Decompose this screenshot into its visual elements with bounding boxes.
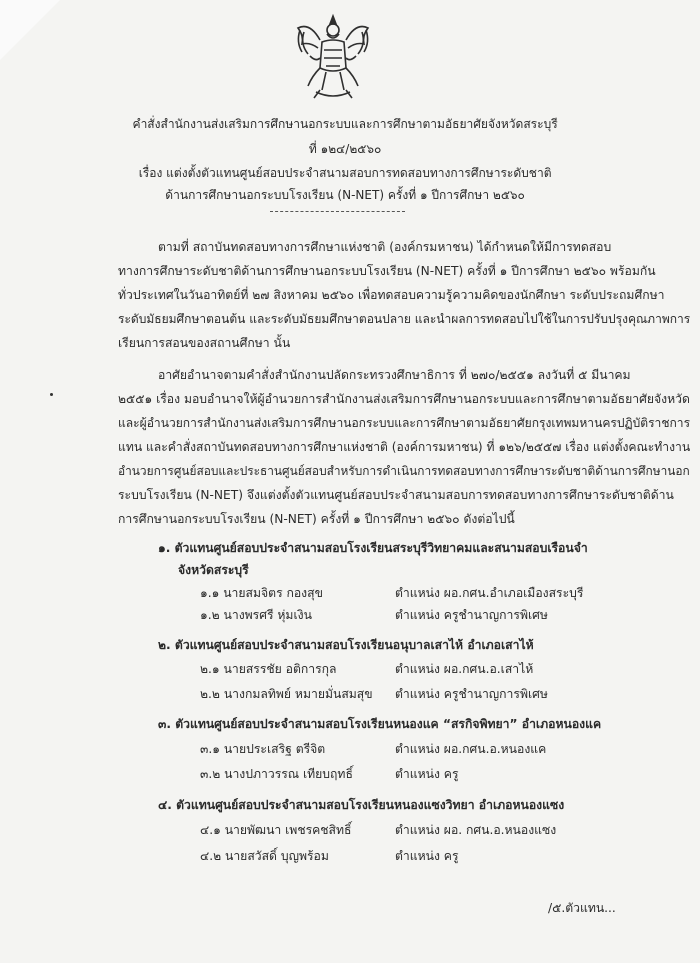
member-name: ๑.๑ นายสมจิตร กองสุข [200,586,323,600]
para1-line: ระดับมัธยมศึกษาตอนต้น และระดับมัธยมศึกษาตอนปลาย และนำผลการทดสอบไปใช้ในการปรับปรุงคุณภาพการ [118,312,691,326]
separator-line [270,211,405,212]
section-heading: ๔. ตัวแทนศูนย์สอบประจำสนามสอบโรงเรียนหนองแซงวิทยา อำเภอหนองแซง [158,798,565,812]
garuda-emblem-icon [290,12,376,102]
punch-mark [50,393,53,396]
para1-line: เรียนการสอนของสถานศึกษา นั้น [118,336,291,350]
folded-corner [0,0,60,60]
para2-line: และผู้อำนวยการสำนักงานส่งเสริมการศึกษานอกระบบและการศึกษาตามอัธยาศัยกรุงเทพมหานครปฏิบัติราชการ [118,416,691,430]
subject-line-1: เรื่อง แต่งตั้งตัวแทนศูนย์สอบประจำสนามสอบการทดสอบทางการศึกษาระดับชาติ [138,166,552,180]
member-name: ๒.๑ นายสรรชัย อติการกุล [200,662,337,676]
para2-line: อาศัยอำนาจตามคำสั่งสำนักงานปลัดกระทรวงศึกษาธิการ ที่ ๒๗๐/๒๕๕๑ ลงวันที่ ๕ มีนาคม [158,368,631,382]
member-position: ตำแหน่ง ผอ. กศน.อ.หนองแซง [395,823,557,837]
member-position: ตำแหน่ง ผอ.กศน.อ.หนองแค [395,742,547,756]
para2-line: ๒๕๕๑ เรื่อง มอบอำนาจให้ผู้อำนวยการสำนักงานส่งเสริมการศึกษานอกระบบและการศึกษาตามอัธยาศัยจังหวัด [118,392,690,406]
para2-line: แทน และคำสั่งสถาบันทดสอบทางการศึกษาแห่งชาติ (องค์การมหาชน) ที่ ๑๒๖/๒๕๕๗ เรื่อง แต่งตั้งคณะทำงาน [118,440,691,454]
member-position: ตำแหน่ง ผอ.กศน.อ.เสาไห้ [395,662,534,676]
member-name: ๔.๒ นายสวัสดิ์ บุญพร้อม [200,849,329,863]
member-name: ๓.๑ นายประเสริฐ ตรีจิต [200,742,326,756]
section-heading-cont: จังหวัดสระบุรี [178,563,249,577]
member-name: ๑.๒ นางพรศรี หุ่มเงิน [200,608,312,622]
para1-line: ทางการศึกษาระดับชาติด้านการศึกษานอกระบบโรงเรียน (N-NET) ครั้งที่ ๑ ปีการศึกษา ๒๕๖๐ พร้อมกัน [118,264,656,278]
order-title: คำสั่งสำนักงานส่งเสริมการศึกษานอกระบบและการศึกษาตามอัธยาศัยจังหวัดสระบุรี [132,117,558,131]
subject-line-2: ด้านการศึกษานอกระบบโรงเรียน (N-NET) ครั้งที่ ๑ ปีการศึกษา ๒๕๖๐ [165,188,525,202]
member-position: ตำแหน่ง ครูชำนาญการพิเศษ [395,687,548,701]
member-name: ๒.๒ นางกมลทิพย์ หมายมั่นสมสุข [200,687,373,701]
member-name: ๓.๒ นางปภาวรรณ เทียบฤทธิ์ [200,767,353,781]
para2-line: ระบบโรงเรียน (N-NET) จึงแต่งตั้งตัวแทนศูนย์สอบประจำสนามสอบการทดสอบทางการศึกษาระดับชาติด้าน [118,488,674,502]
section-heading: ๒. ตัวแทนศูนย์สอบประจำสนามสอบโรงเรียนอนุบาลเสาไห้ อำเภอเสาไห้ [158,638,534,652]
continuation-marker: /๕.ตัวแทน... [548,901,616,915]
member-position: ตำแหน่ง ครู [395,849,459,863]
member-position: ตำแหน่ง ผอ.กศน.อำเภอเมืองสระบุรี [395,586,584,600]
section-heading: ๓. ตัวแทนศูนย์สอบประจำสนามสอบโรงเรียนหนองแค “สรกิจพิทยา” อำเภอหนองแค [158,717,602,731]
member-position: ตำแหน่ง ครู [395,767,459,781]
para2-line: การศึกษานอกระบบโรงเรียน (N-NET) ครั้งที่ ๑ ปีการศึกษา ๒๕๖๐ ดังต่อไปนี้ [118,512,515,526]
member-name: ๔.๑ นายพัฒนา เพชรคชสิทธิ์ [200,823,352,837]
order-number: ที่ ๑๒๔/๒๕๖๐ [308,142,382,156]
member-position: ตำแหน่ง ครูชำนาญการพิเศษ [395,608,548,622]
section-heading: ๑. ตัวแทนศูนย์สอบประจำสนามสอบโรงเรียนสระบุรีวิทยาคมและสนามสอบเรือนจำ [158,541,588,555]
para1-line: ทั่วประเทศในวันอาทิตย์ที่ ๒๗ สิงหาคม ๒๕๖๐ เพื่อทดสอบความรู้ความคิดของนักศึกษา ระดับประถมศึกษา [118,288,665,302]
para1-line: ตามที่ สถาบันทดสอบทางการศึกษาแห่งชาติ (องค์กรมหาชน) ได้กำหนดให้มีการทดสอบ [158,240,612,254]
para2-line: อำนวยการศูนย์สอบและประธานศูนย์สอบสำหรับการดำเนินการทดสอบทางการศึกษาระดับชาติด้านการศึกษานอก [118,464,690,478]
